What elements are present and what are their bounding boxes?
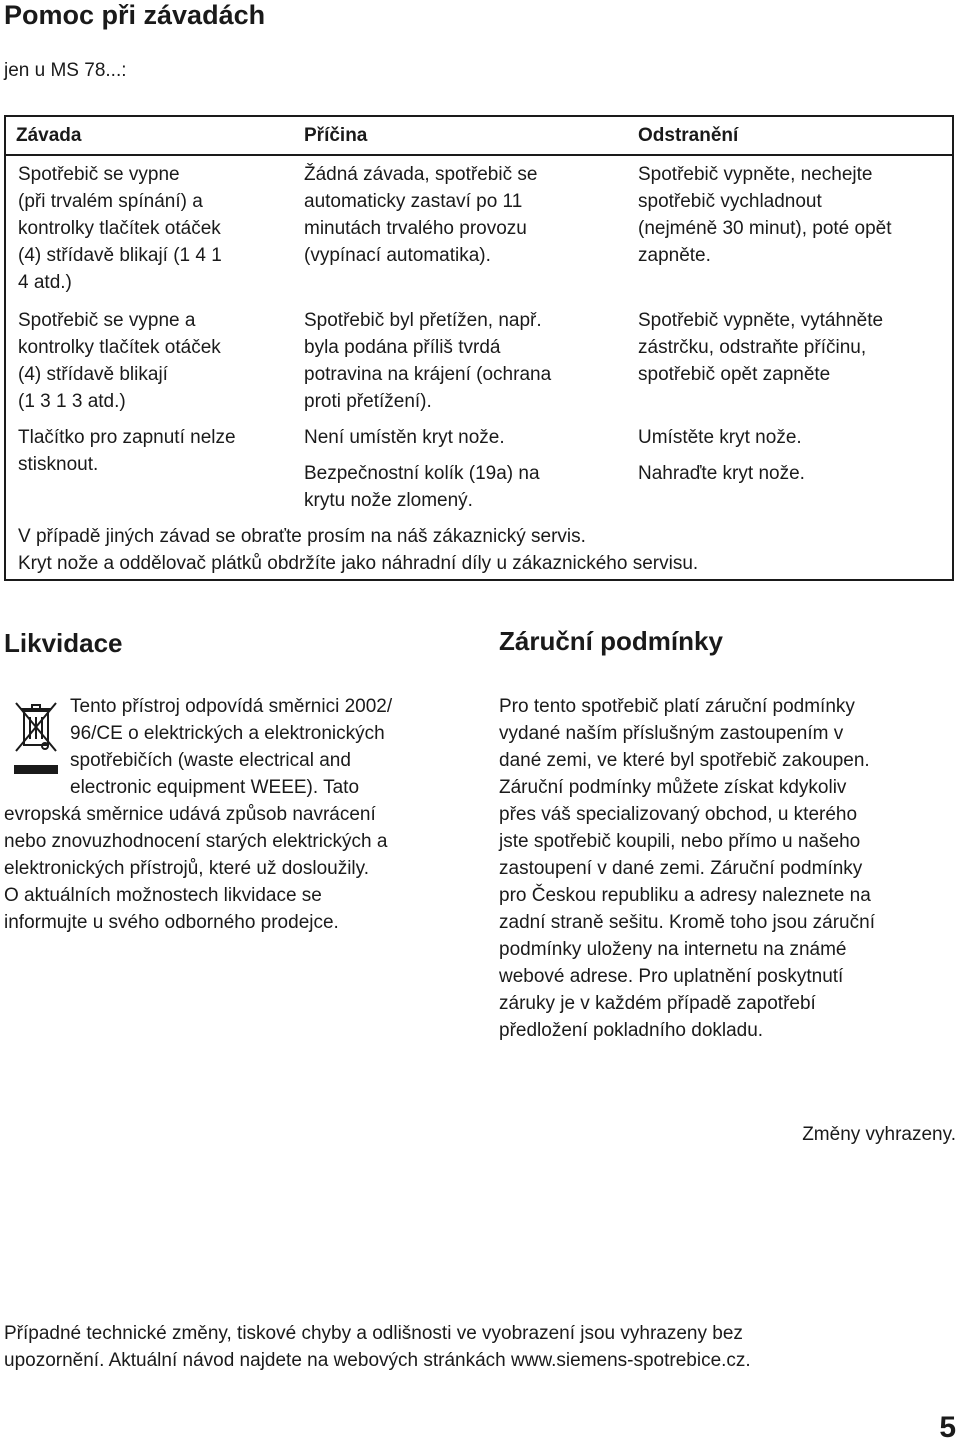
weee-crossed-bin-icon <box>12 697 60 775</box>
troubleshooting-table <box>4 115 954 581</box>
footer-note: Případné technické změny, tiskové chyby a odlišnosti ve vyobrazení jsou vyhrazeny bez upozornění. Aktuální návod najdete na webových stránkách www.siemens-spotrebice.cz. <box>4 1323 751 1371</box>
changes-note: Změny vyhrazeny. <box>802 1124 956 1145</box>
page-subtitle: jen u MS 78...: <box>4 60 127 81</box>
page-number: 5 <box>939 1411 956 1444</box>
row1-cause: Žádná závada, spotřebič se automaticky zastaví po 11 minutách trvalého provozu (vypínací automatika). <box>304 164 538 266</box>
row3-remedy-a: Umístěte kryt nože. <box>638 427 802 448</box>
header-fault: Závada <box>16 125 82 146</box>
row3-cause-a: Není umístěn kryt nože. <box>304 427 505 448</box>
row1-remedy: Spotřebič vypněte, nechejte spotřebič vychladnout (nejméně 30 minut), poté opět zapněte. <box>638 164 892 266</box>
row2-fault: Spotřebič se vypne a kontrolky tlačítek otáček (4) střídavě blikají (1 3 1 3 atd.) <box>18 310 221 412</box>
row3-fault: Tlačítko pro zapnutí nelze stisknout. <box>18 427 236 475</box>
row3-cause-b: Bezpečnostní kolík (19a) na krytu nože zlomený. <box>304 463 540 511</box>
row1-fault: Spotřebič se vypne (při trvalém spínání) a kontrolky tlačítek otáček (4) střídavě blikají (1 4 1 4 atd.) <box>18 164 222 293</box>
disposal-text: evropská směrnice udává způsob navrácení nebo znovuzhodnocení starých elektrických a elektronických přístrojů, které už dosloužily. O aktuálních možnostech likvidace se informujte u svého odborného prodejce. <box>4 804 388 933</box>
warranty-text: Pro tento spotřebič platí záruční podmínky vydané naším příslušným zastoupením v dané zemi, ve které byl spotřebič zakoupen. Záruční podmínky můžete získat kdykoliv přes váš specializovaný obchod, u kterého jste spotřebič koupili, nebo přímo u našeho zastoupení v dané zemi. Záruční podmínky pro Českou republiku a adresy naleznete na zadní straně sešitu. Kromě toho jsou záruční podmínky uloženy na internetu na známé webové adrese. Pro uplatnění poskytnutí záruky je v každém případě zapotřebí předložení pokladního dokladu. <box>499 696 875 1041</box>
row2-remedy: Spotřebič vypněte, vytáhněte zástrčku, odstraňte příčinu, spotřebič opět zapněte <box>638 310 884 385</box>
page-title: Pomoc při závadách <box>4 0 266 30</box>
header-cause: Příčina <box>304 125 368 146</box>
warranty-heading: Záruční podmínky <box>499 626 723 656</box>
disposal-text-indented: Tento přístroj odpovídá směrnici 2002/ 96/CE o elektrických a elektronických spotřebičích (waste electrical and electronic equipment WEEE). Tato <box>70 696 393 798</box>
header-remedy: Odstranění <box>638 125 739 146</box>
table-header-row <box>6 117 952 156</box>
disposal-heading: Likvidace <box>4 628 123 658</box>
table-note: V případě jiných závad se obraťte prosím na náš zákaznický servis. Kryt nože a oddělovač plátků obdržíte jako náhradní díly u zákaznického servisu. <box>18 526 699 574</box>
row3-remedy-b: Nahraďte kryt nože. <box>638 463 805 484</box>
row2-cause: Spotřebič byl přetížen, např. byla podána příliš tvrdá potravina na krájení (ochrana proti přetížení). <box>304 310 552 412</box>
